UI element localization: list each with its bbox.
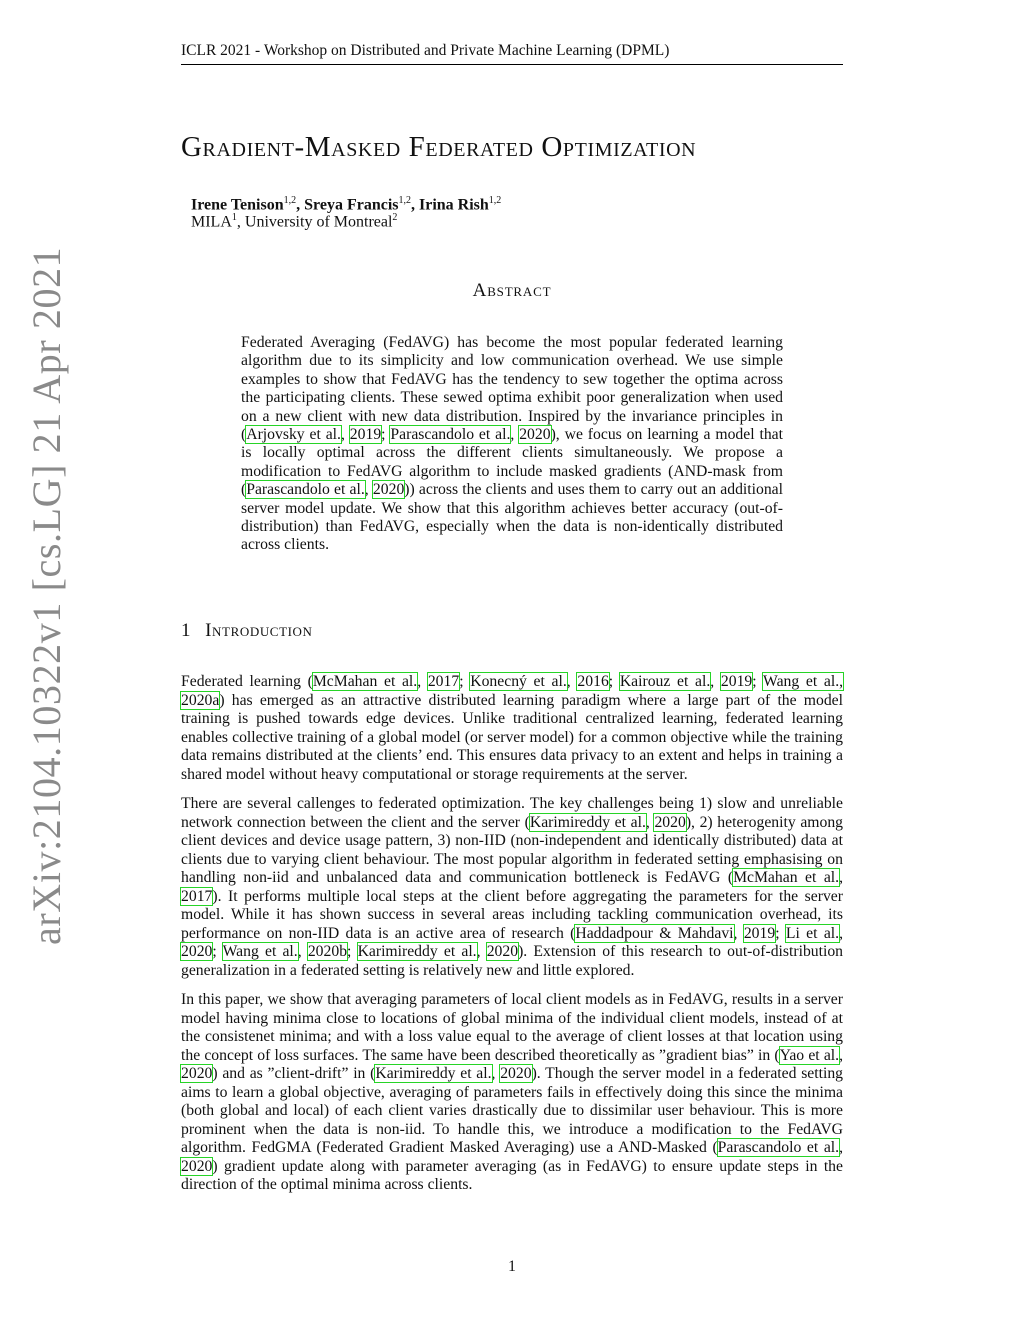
citation-link[interactable]: 2020 [181, 1065, 213, 1082]
citation-link[interactable]: Karimireddy et al. [375, 1065, 492, 1082]
introduction-body [181, 673, 843, 1206]
citation-link[interactable]: Kairouz et al. [619, 673, 711, 690]
citation-link[interactable]: 2019 [720, 673, 753, 690]
author-sep: , [296, 196, 305, 214]
citation-link[interactable]: 2020 [654, 813, 686, 831]
text-run: , [733, 924, 744, 942]
citation-link[interactable]: Haddadpour & Mahdavi [575, 924, 734, 942]
text-run: , [566, 673, 578, 690]
citation-link[interactable]: Konecný et al. [470, 673, 567, 690]
text-run: ). Extension of this research to out-of-distribution generalization in a federated setting is relatively new and little explored. [181, 943, 844, 979]
citation-link[interactable]: 2016 [577, 673, 609, 690]
citation-link[interactable]: 2017 [427, 673, 460, 690]
text-run: ) has emerged as an attractive distributed learning paradigm where a large part of the model training is pushed towards edge devices. Unlike traditional centralized learning, federated learning enables collective training of a global model (or server model) for a common objective while the training data remains distributed at the clients’ end. This ensures data privacy to an extent and helps in training a shared model without heavy computational or storage requirements at the server. [181, 691, 843, 783]
text-run: , [417, 673, 428, 690]
citation-link[interactable]: Karimireddy et al. [357, 943, 477, 960]
section-heading [181, 620, 313, 642]
text-run: ) and as ”client-drift” in ( [212, 1065, 376, 1082]
text-run: , [364, 481, 373, 499]
author-name: Sreya Francis [304, 196, 399, 214]
text-run: Federated Averaging (FedAVG) has become the most popular federated learning algorithm due to its simplicity and low communication overhead. We use simple examples to show that FedAVG has the tendency to sew together the optima across the participating clients. These sewed optima exhibit poor generalization when used on a new client with new data distribution. Inspired by the invariance principles in ( [241, 334, 783, 444]
text-run: ; [459, 673, 471, 690]
text-run: ), we focus on learning a model that is locally optimal across the different clients simultaneously. We propose a modification to FedAVG algorithm to include masked gradients (AND-mask from ( [241, 426, 783, 499]
text-run: , [491, 1065, 501, 1082]
paragraph [181, 795, 843, 980]
text-run: ; [347, 943, 358, 960]
author-sep: , [410, 196, 419, 214]
citation-link[interactable]: Parascandolo et al. [717, 1139, 840, 1156]
citation-link[interactable]: McMahan et al. [312, 673, 418, 690]
text-run: ; [381, 426, 391, 444]
author-name: Irene Tenison [191, 196, 284, 214]
citation-link[interactable]: Wang et al. [222, 943, 298, 960]
author-name: Irina Rish [418, 196, 489, 214]
venue-header: ICLR 2021 - Workshop on Distributed and Private Machine Learning (DPML) [181, 42, 843, 65]
affiliation-sup: 1 [231, 212, 237, 223]
author-affil-sup: 1,2 [283, 195, 297, 206]
affiliation-1: MILA [191, 213, 232, 231]
text-run: , [839, 1046, 843, 1064]
text-run: , [476, 943, 487, 960]
citation-link[interactable]: Arjovsky et al. [246, 426, 341, 444]
abstract-body [241, 334, 783, 555]
citation-link[interactable]: 2020 [372, 481, 405, 499]
arxiv-stamp: arXiv:2104.10322v1 [cs.LG] 21 Apr 2021 [24, 246, 69, 945]
text-run: ). It performs multiple local steps at the client before aggregating the parameters for the server model. While it has shown success in several areas including tackling communication overhead, its performance on non-IID data is an active area of research ( [181, 887, 843, 942]
text-run: , [839, 1139, 843, 1156]
citation-link[interactable]: Parascandolo et al. [390, 426, 511, 444]
affiliation-sep: , [236, 213, 245, 231]
abstract-heading: Abstract [472, 280, 552, 301]
citation-link[interactable]: Wang et al., 2020a [181, 673, 844, 709]
text-run: ) gradient update along with parameter averaging (as in FedAVG) to ensure update steps in the direction of the optimal minima across clients. [181, 1157, 843, 1193]
author-affil-sup: 1,2 [488, 195, 502, 206]
text-run: In this paper, we show that averaging parameters of local client models as in FedAVG, results in a server model having minima close to locations of global minima of the individual client models, instead of at the consistenet minima; and with a loss value equal to the average of client losses at that location using the concept of loss surfaces. The same have been described theoretically as ”gradient bias” in ( [181, 991, 843, 1064]
citation-link[interactable]: 2019 [349, 426, 382, 444]
citation-link[interactable]: McMahan et al. [733, 869, 840, 886]
text-run: , [839, 924, 843, 942]
citation-link[interactable]: 2019 [743, 924, 776, 942]
text-run: ; [775, 924, 786, 942]
text-run: There are several callenges to federated optimization. The key challenges being 1) slow and unreliable network connection between the client and the server ( [181, 795, 843, 831]
citation-link[interactable]: 2020 [519, 426, 551, 444]
text-run: , [710, 673, 721, 690]
author-affil-sup: 1,2 [398, 195, 411, 206]
citation-link[interactable]: 2020b [307, 943, 348, 960]
citation-link[interactable]: 2017 [181, 887, 213, 905]
paragraph [181, 991, 843, 1195]
section-title: Introduction [205, 620, 313, 641]
text-run: ; [752, 673, 764, 690]
section-number: 1 [181, 620, 192, 641]
paragraph [181, 673, 843, 784]
text-run: )) across the clients and uses them to carry out an additional server model update. We show that this algorithm achieves better accuracy (out-of-distribution) than FedAVG, especially when the data is non-identically distributed across clients. [241, 481, 784, 554]
citation-link[interactable]: 2020 [181, 943, 213, 960]
citation-link[interactable]: Parascandolo et al. [246, 481, 365, 499]
page-number: 1 [508, 1258, 516, 1275]
text-run: ; [608, 673, 620, 690]
text-run: , [839, 869, 843, 886]
citation-link[interactable]: 2020 [486, 943, 519, 960]
citation-link[interactable]: Yao et al. [779, 1046, 840, 1064]
affiliation-2: University of Montreal [244, 213, 393, 231]
text-run: Federated learning ( [181, 673, 313, 690]
affiliation-sup: 2 [392, 212, 398, 223]
text-run: , [645, 813, 655, 831]
paper-title: Gradient-Masked Federated Optimization [181, 131, 697, 163]
citation-link[interactable]: 2020 [500, 1065, 532, 1082]
citation-link[interactable]: Li et al. [785, 924, 840, 942]
text-run: ; [212, 943, 223, 960]
text-run: , [297, 943, 308, 960]
citation-link[interactable]: Karimireddy et al. [529, 813, 646, 831]
affiliations [191, 212, 397, 231]
text-run: , [340, 426, 350, 444]
text-run: ). Though the server model in a federated setting aims to learn a global objective, averaging of parameters fails in effectively doing this since the minima (both global and local) of each client varies drastically due to dissimilar user behaviour. This is more prominent when the data is non-iid. To handle this, we introduce a modification to the FedAVG algorithm. FedGMA (Federated Gradient Masked Averaging) use a AND-Masked ( [181, 1065, 844, 1156]
text-run: ), 2) heterogenity among client devices and device usage pattern, 3) non-IID (non-independent and identically distributed) data at clients due to varying client behaviour. The most popular algorithm in federated setting emphasising on handling non-iid and unbalanced data and communication bottleneck is FedAVG ( [181, 813, 844, 886]
text-run: , [510, 426, 520, 444]
citation-link[interactable]: 2020 [181, 1157, 213, 1175]
